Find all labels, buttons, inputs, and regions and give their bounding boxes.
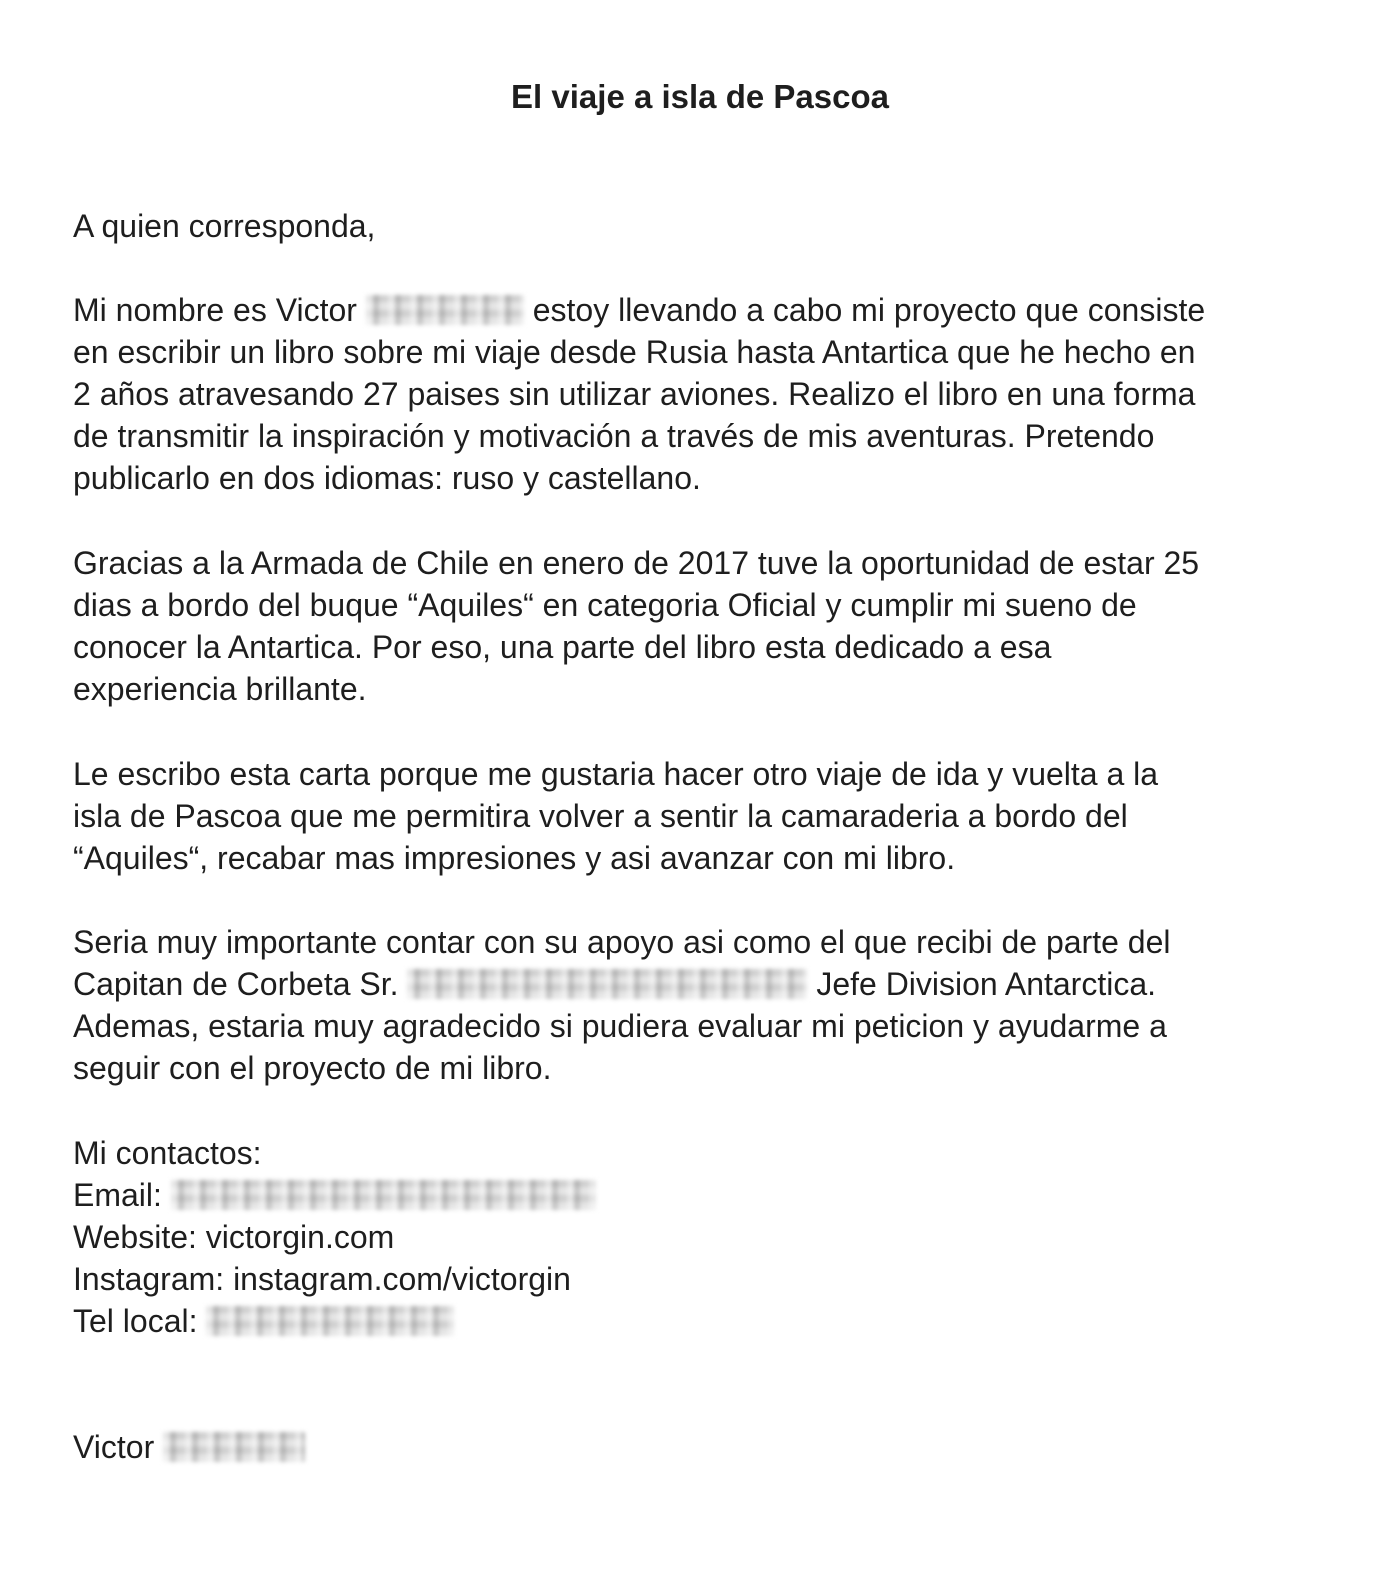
signature-first-name: Victor: [73, 1429, 164, 1465]
paragraph-line: en escribir un libro sobre mi viaje desde Rusia hasta Antartica que he hecho en: [73, 334, 1196, 370]
paragraph-support: [73, 921, 1363, 1089]
paragraph-line: conocer la Antartica. Por eso, una parte del libro esta dedicado a esa: [73, 629, 1052, 665]
paragraph-line: [73, 289, 1363, 331]
contacts-block: [73, 1132, 1363, 1342]
redacted-surname: [366, 295, 524, 325]
contact-website: Website: victorgin.com: [73, 1219, 395, 1255]
text-run: Mi nombre es Victor: [73, 292, 366, 328]
paragraph-line: publicarlo en dos idiomas: ruso y castellano.: [73, 460, 701, 496]
email-label: Email:: [73, 1177, 171, 1213]
paragraph-line: isla de Pascoa que me permitira volver a sentir la camaraderia a bordo del: [73, 798, 1128, 834]
redacted-email: [171, 1180, 596, 1210]
paragraph-line: [73, 963, 1363, 1005]
text-run: Jefe Division Antarctica.: [807, 966, 1157, 1002]
paragraph-line: seguir con el proyecto de mi libro.: [73, 1050, 552, 1086]
contact-email: [73, 1174, 1363, 1216]
redacted-officer-name: [407, 969, 807, 999]
paragraph-antarctica: [73, 542, 1363, 710]
paragraph-line: Gracias a la Armada de Chile en enero de 2017 tuve la oportunidad de estar 25: [73, 545, 1200, 581]
paragraph-line: “Aquiles“, recabar mas impresiones y asi avanzar con mi libro.: [73, 840, 956, 876]
paragraph-line: 2 años atravesando 27 paises sin utilizar aviones. Realizo el libro en una forma: [73, 376, 1196, 412]
redacted-signature-surname: [163, 1432, 305, 1462]
paragraph-line: experiencia brillante.: [73, 671, 367, 707]
paragraph-request: [73, 753, 1363, 879]
paragraph-line: dias a bordo del buque “Aquiles“ en categoria Oficial y cumplir mi sueno de: [73, 587, 1137, 623]
paragraph-line: de transmitir la inspiración y motivación a través de mis aventuras. Pretendo: [73, 418, 1155, 454]
paragraph-intro: [73, 289, 1363, 499]
text-run: estoy llevando a cabo mi proyecto que consiste: [523, 292, 1206, 328]
salutation: A quien corresponda,: [73, 208, 376, 244]
letter-title: El viaje a isla de Pascoa: [511, 78, 889, 115]
contact-instagram: Instagram: instagram.com/victorgin: [73, 1261, 571, 1297]
paragraph-line: Le escribo esta carta porque me gustaria hacer otro viaje de ida y vuelta a la: [73, 756, 1159, 792]
signature-line: [73, 1426, 1363, 1468]
text-run: Capitan de Corbeta Sr.: [73, 966, 408, 1002]
contacts-heading: Mi contactos:: [73, 1135, 262, 1171]
phone-label: Tel local:: [73, 1303, 207, 1339]
signature: [73, 1426, 1363, 1468]
paragraph-line: Seria muy importante contar con su apoyo asi como el que recibi de parte del: [73, 924, 1171, 960]
paragraph-line: Ademas, estaria muy agradecido si pudiera evaluar mi peticion y ayudarme a: [73, 1008, 1167, 1044]
contact-phone: [73, 1300, 1363, 1342]
redacted-phone: [206, 1306, 454, 1336]
